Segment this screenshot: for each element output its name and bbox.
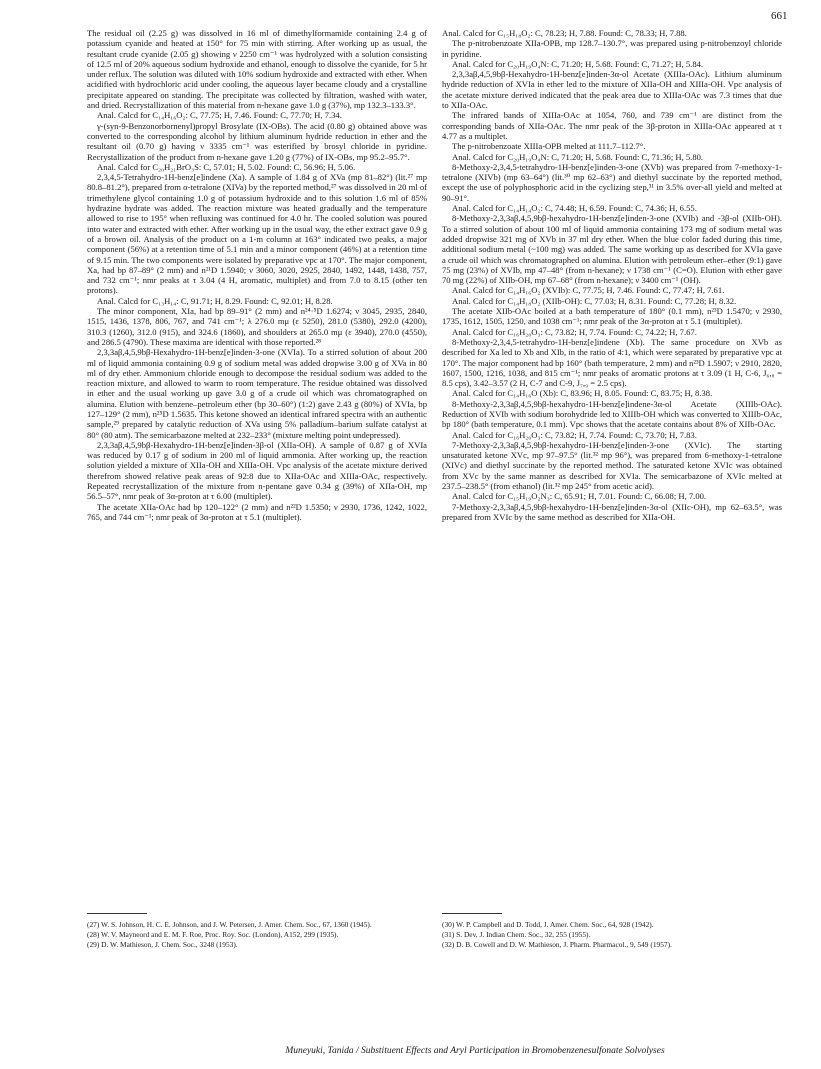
references-left [87, 920, 427, 950]
paragraph: 8-Methoxy-2,3,3aβ,4,5,9bβ-hexahydro-1H-benz[e]inden-3-one (XVIb) and -3β-ol (XIIb-OH). To a stirred solution of about 100 ml of liquid ammonia containing 173 mg of sodium metal was added dropwise 321 mg of XVb in 37 ml dry ether. When the blue color faded during this time, additional sodium metal (~100 mg) was added. The same working up as described for XVIa gave a crude oil which was chromatographed on alumina. Elution with petroleum ether–ether (9:1) gave 75 mg (23%) of XVIb, mp 47–48° (from n-hexane); ν 1738 cm⁻¹ (C=O). Elution with ether gave 70 mg (22%) of XIIb-OH, mp 67–68° (from n-hexane); ν 3400 cm⁻¹ (OH). [442, 213, 782, 286]
paragraph: Anal. Calcd for C₂₀H₂₁BrO₃S: C, 57.01; H, 5.02. Found: C, 56.96; H, 5.06. [97, 161, 356, 172]
paragraph: 8-Methoxy-2,3,4,5-tetrahydro-1H-benz[e]indene (Xb). The same procedure on XVb as described for Xa led to Xb and XIb, in the ratio of 4:1, which were separated by preparative vpc at 170°. The major component had bp 160° (bath temperature, 2 mm) and n²³D 1.5907; ν 2910, 2820, 1607, 1500, 1216, 1038, and 815 cm⁻¹; nmr peaks of aromatic protons at τ 3.09 (1 H, C-6, J₆,₈ = 8.5 cps), 3.42–3.57 (2 H, C-7 and C-9, J₇,₉ = 2.5 cps). [442, 336, 782, 389]
right-column [442, 28, 782, 522]
paragraph: Anal. Calcd for C₁₄H₁₆O (Xb): C, 83.96; H, 8.05. Found: C, 83.75; H, 8.38. [452, 388, 713, 399]
reference-entry: (29) D. W. Mathieson, J. Chem. Soc., 3248 (1953). [87, 940, 238, 949]
paragraph: 2,3,4,5-Tetrahydro-1H-benz[e]indene (Xa). A sample of 1.84 g of XVa (mp 81–82°) (lit.²⁷ mp 80.8–81.2°), prepared from α-tetralone (XIVa) by the reported method,²⁷ was dissolved in 20 ml of trimethylene glycol containing 1.0 g of potassium hydroxide and to this solution 1.6 ml of 85% hydrazine hydrate was added. The reaction mixture was heated gradually and the temperature allowed to rise to 195° when refluxing was continued for 4.0 hr. The cooled solution was poured into water and extracted with ether. After working up in the usual way, the ether extract gave 0.9 g of a brown oil. Analysis of the product on a 1-m column at 163° indicated two peaks, a major component (56%) at a retention time of 5.1 min and a minor component (46%) at a retention time of 9.15 min. The two components were isolated by preparative vpc at 170°. The major component, Xa, had bp 87–89° (2 mm) and n²¹D 1.5940; ν 3060, 3020, 2925, 2840, 1492, 1448, 1438, 757, and 732 cm⁻¹; nmr peaks at τ 3.04 (4 H, aromatic, multiplet) and from 7.0 to 8.15 (other ten protons). [87, 172, 427, 296]
paragraph: Anal. Calcd for C₁₄H₁₈O₂ (XIIb-OH): C, 77.03; H, 8.31. Found: C, 77.28; H, 8.32. [452, 295, 737, 306]
paragraph: Anal. Calcd for C₁₅H₁₉O₂N₃: C, 65.91; H, 7.01. Found: C, 66.08; H, 7.00. [452, 491, 707, 502]
left-column [87, 28, 427, 522]
reference-entry: (27) W. S. Johnson, H. C. E. Johnson, and J. W. Petersen, J. Amer. Chem. Soc., 67, 1360 (1945). [87, 920, 372, 929]
reference-entry: (31) S. Dev, J. Indian Chem. Soc., 32, 255 (1955). [442, 930, 591, 939]
paragraph: 7-Methoxy-2,3,3aβ,4,5,9bβ-hexahydro-1H-benz[e]inden-3α-ol (XIIc-OH), mp 62–63.5°, was prepared from XVIc by the same method as described for XIIa-OH. [442, 501, 782, 522]
paragraph: 2,3,3aβ,4,5,9bβ-Hexahydro-1H-benz[e]inden-3-one (XVIa). To a stirred solution of about 200 ml of liquid ammonia containing 0.9 g of sodium metal was added dropwise 3.00 g of XVa in 80 ml of dry ether. Ammonium chloride enough to decompose the residual sodium was added to the reaction mixture, and allowed to warm to room temperature. The residue obtained was dissolved in ether and the usual working up gave 3.0 g of a crude oil which was chromatographed on alumina. Elution with benzene–petroleum ether (bp 30–60°) (1:2) gave 2.43 g (80%) of XVIa, bp 127–129° (2 mm), n²⁵D 1.5635. This ketone showed an identical infrared spectra with an authentic sample,²⁹ prepared by catalytic reduction of XVa using 5% palladium–barium sulfate catalyst at 80° (80 atm). The semicarbazone melted at 232–233° (mixture melting point undepressed). [87, 347, 427, 440]
paragraph: Anal. Calcd for C₁₄H₁₆O₂: C, 77.75; H, 7.46. Found: C, 77.70; H, 7.34. [97, 110, 342, 121]
reference-entry: (32) D. B. Cowell and D. W. Mathieson, J. Pharm. Pharmacol., 9, 549 (1957). [442, 940, 672, 949]
paragraph: 8-Methoxy-2,3,4,5-tetrahydro-1H-benz[e]inden-3-one (XVb) was prepared from 7-methoxy-1-tetralone (XIVb) (mp 63–64°) (lit.³⁰ mp 62–63°) and diethyl succinate by the reported method, except the use of polyphosphoric acid in the cyclizing step,³¹ in 3.5% over-all yield and melted at 90–91°. [442, 161, 782, 203]
paragraph: The infrared bands of XIIIa-OAc at 1054, 760, and 739 cm⁻¹ are distinct from the corresponding bands of XIIa-OAc. The nmr peak of the 3β-proton in XIIIa-OAc appeared at τ 4.77 as a multiplet. [442, 110, 782, 141]
paragraph: The p-nitrobenzoate XIIIa-OPB melted at 111.7–112.7°. [452, 141, 646, 152]
paragraph: Anal. Calcd for C₂₀H₁₉O₄N: C, 71.20; H, 5.68. Found: C, 71.36; H, 5.80. [452, 151, 704, 162]
paragraph: 7-Methoxy-2,3,3aβ,4,5,9bβ-hexahydro-1H-benz[e]inden-3-one (XVIc). The starting unsaturated ketone XVc, mp 97–97.5° (lit.³² mp 96°), was prepared from 6-methoxy-1-tetralone (XIVc) and diethyl succinate by the reported method. The saturated ketone XVIc was obtained from XVc by the same manner as described for XVIa. The semicarbazone of XVIc melted at 237.5–238.5° (from ethanol) (lit.³² mp 245° from acetic acid). [442, 439, 782, 492]
footnote-rule-right [442, 913, 502, 914]
paragraph: The minor component, XIa, had bp 89–91° (2 mm) and n²⁴·⁵D 1.6274; ν 3045, 2935, 2840, 1515, 1436, 1378, 806, 767, and 741 cm⁻¹; λ 276.0 mμ (ε 5250), 281.0 (5380), 292.0 (4200), 310.3 (1260), 312.0 (915), and 324.6 (1860), and shoulders at 265.0 mμ (ε 3940), 270.0 (4550), and 286.5 (4790). These maxima are identical with those reported.²⁸ [87, 306, 427, 347]
paragraph: Anal. Calcd for C₁₆H₂₀O₃: C, 73.82; H, 7.74. Found: C, 74.22; H, 7.67. [452, 326, 697, 337]
reference-entry: (28) W. V. Mayneord and E. M. F. Roe, Proc. Roy. Soc. (London), A152, 299 (1935). [87, 930, 339, 939]
paragraph: The acetate XIIb-OAc boiled at a bath temperature of 180° (0.1 mm), n²³D 1.5470; ν 2930, 1735, 1612, 1505, 1250, and 1038 cm⁻¹; nmr peak of the 3α-proton at τ 5.1 (multiplet). [442, 306, 782, 327]
paragraph: The acetate XIIa-OAc had bp 120–122° (2 mm) and n²²D 1.5350; ν 2930, 1736, 1242, 1022, 765, and 744 cm⁻¹; nmr peak of 3α-proton at τ 5.1 (multiplet). [87, 501, 427, 522]
running-footer: Muneyuki, Tanida / Substituent Effects and Aryl Participation in Bromobenzenesulfonate Solvolyses [285, 1046, 665, 1056]
paragraph: Anal. Calcd for C₁₅H₁₈O₂: C, 78.23; H, 7.88. Found: C, 78.33; H, 7.88. [442, 28, 687, 38]
paragraph: The residual oil (2.25 g) was dissolved in 16 ml of dimethylformamide containing 2.4 g of potassium cyanide and heated at 150° for 75 min with stirring. After working up as usual, the resultant crude cyanide (2.05 g) showing ν 2250 cm⁻¹ was hydrolyzed with a solution consisting of 12.5 ml of 20% aqueous sodium hydroxide and ethanol, enough to dissolve the cyanide, for 5 hr under reflux. The solution was diluted with 10% sodium hydroxide and extracted with ether. When acidified with hydrochloric acid under cooling, the aqueous layer became cloudy and a crystalline precipitate appeared on standing. The precipitate was collected by filtration, washed with water, and dried. Recrystallization of this material from n-hexane gave 1.0 g (37%), mp 132.3–133.3°. [87, 28, 428, 111]
footnote-rule-left [87, 913, 147, 914]
paragraph: γ-(syn-9-Benzonorbornenyl)propyl Brosylate (IX-OBs). The acid (0.80 g) obtained above was converted to the corresponding alcohol by lithium aluminum hydride reduction in ether and the resultant oil (0.70 g) having ν 3335 cm⁻¹ was esterified by brosyl chloride in pyridine. Recrystallization of the product from n-hexane gave 1.20 g (77%) of IX-OBs, mp 95.2–95.7°. [87, 120, 427, 162]
paragraph: Anal. Calcd for C₁₄H₁₄O₂: C, 74.48; H, 6.59. Found: C, 74.36; H, 6.55. [452, 203, 697, 214]
paragraph: The p-nitrobenzoate XIIa-OPB, mp 128.7–130.7°, was prepared using p-nitrobenzoyl chloride in pyridine. [442, 38, 782, 59]
paragraph: 2,3,3aβ,4,5,9bβ-Hexahydro-1H-benz[e]inden-3β-ol (XIIa-OH). A sample of 0.87 g of XVIa was reduced by 0.17 g of sodium in 200 ml of liquid ammonia. After working up, the reaction solution yielded a mixture of XIIa-OH and XIIIa-OH. Vpc analysis of the acetate mixture derived therefrom showed relative peak areas of 92:8 due to XIIa-OAc and XIIIa-OAc, respectively. Repeated recrystallization of the mixture from n-pentane gave 0.34 g (39%) of XIIa-OH, mp 56.5–57°, nmr peak of 3α-proton at τ 6.00 (multiplet). [87, 439, 427, 502]
paragraph: Anal. Calcd for C₂₀H₁₉O₄N: C, 71.20; H, 5.68. Found: C, 71.27; H, 5.84. [452, 58, 704, 69]
paragraph: Anal. Calcd for C₁₄H₁₆O₂ (XVIb): C, 77.75; H, 7.46. Found: C, 77.47; H, 7.61. [452, 285, 725, 296]
reference-entry: (30) W. P. Campbell and D. Todd, J. Amer. Chem. Soc., 64, 928 (1942). [442, 920, 654, 929]
page-number: 661 [771, 10, 788, 22]
paragraph: Anal. Calcd for C₁₆H₂₀O₃: C, 73.82; H, 7.74. Found: C, 73.70; H, 7.83. [452, 429, 697, 440]
references-right [442, 920, 782, 950]
paragraph: 2,3,3aβ,4,5,9bβ-Hexahydro-1H-benz[e]inden-3α-ol Acetate (XIIIa-OAc). Lithium aluminum hydride reduction of XVIa in ether led to the mixture of XIIa-OH and XIIIa-OH. Vpc analysis of the acetate mixture derived indicated that the peak area due to XIIIa-OAc was 7.3 times that due to XIIa-OAc. [442, 69, 782, 111]
paragraph: Anal. Calcd for C₁₃H₁₄: C, 91.71; H, 8.29. Found: C, 92.01; H, 8.28. [97, 295, 333, 306]
paragraph: 8-Methoxy-2,3,3aβ,4,5,9bβ-hexahydro-1H-benz[e]indene-3α-ol Acetate (XIIIb-OAc). Reduction of XVIb with sodium borohydride led to XIIIb-OH which was converted to XIIIb-OAc, bp 180° (bath temperature, 0.1 mm). Vpc shows that the acetate contains about 8% of XIIb-OAc. [442, 398, 782, 430]
